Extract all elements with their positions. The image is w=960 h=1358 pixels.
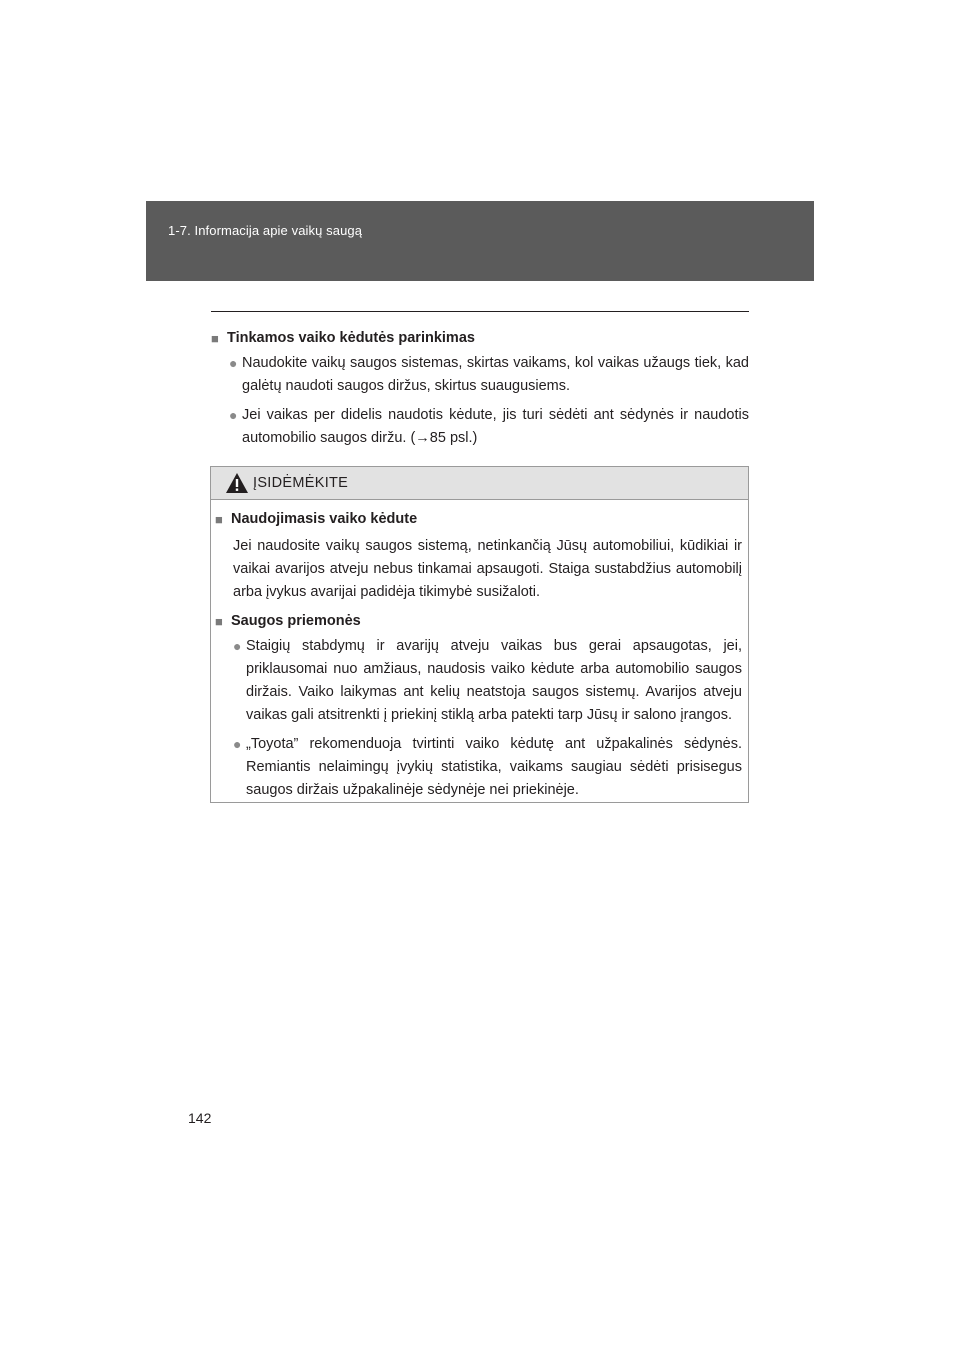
warning-block-heading bbox=[215, 610, 742, 633]
round-bullet-icon: ● bbox=[229, 407, 238, 423]
warning-title: ĮSIDĖMĖKITE bbox=[253, 475, 349, 491]
warning-block-text: Jei naudosite vaikų saugos sistemą, netinkančią Jūsų automobiliui, kūdikiai ir vaikai avarijos atveju nebus tinkamai apsaugoti. Staiga sustabdžius automobilį arba įvykus avarijai padidėja tikimybė susižaloti. bbox=[233, 538, 742, 600]
square-bullet-icon: ■ bbox=[215, 512, 223, 527]
section-heading bbox=[211, 327, 749, 350]
square-bullet-icon: ■ bbox=[211, 331, 219, 346]
warning-block-title: Saugos priemonės bbox=[231, 613, 361, 629]
page-number: 142 bbox=[188, 1110, 212, 1126]
warning-triangle-icon bbox=[225, 472, 249, 494]
square-bullet-icon: ■ bbox=[215, 614, 223, 629]
list-item: ● Jei vaikas per didelis naudotis kėdute, jis turi sėdėti ant sėdynės ir naudotis automobilio saugos diržu. (→85 psl.) bbox=[211, 404, 749, 450]
section-title: Tinkamos vaiko kėdutės parinkimas bbox=[227, 330, 475, 346]
chapter-header-band bbox=[146, 201, 814, 281]
list-item: ● Naudokite vaikų saugos sistemas, skirtas vaikams, kol vaikas užaugs tiek, kad galėtų naudoti saugos diržus, skirtus suaugusiems. bbox=[211, 352, 749, 398]
round-bullet-icon: ● bbox=[233, 638, 242, 654]
round-bullet-icon: ● bbox=[233, 736, 242, 752]
warning-box bbox=[210, 466, 749, 803]
round-bullet-icon: ● bbox=[229, 355, 238, 371]
section-divider bbox=[211, 311, 749, 312]
list-item: ● „Toyota” rekomenduoja tvirtinti vaiko kėdutę ant užpakalinės sėdynės. Remiantis nelaimingų įvykių statistika, vaikams saugiau sėdėti prisisegus saugos diržais užpakalinėje sėdynėje nei priekinėje. bbox=[215, 733, 742, 802]
chapter-title: 1-7. Informacija apie vaikų saugą bbox=[168, 223, 363, 238]
section-child-seat-selection bbox=[211, 327, 749, 450]
warning-block-title: Naudojimasis vaiko kėdute bbox=[231, 511, 418, 527]
list-item: ● Staigių stabdymų ir avarijų atveju vaikas bus gerai apsaugotas, jei, priklausomai nuo amžiaus, naudosis vaiko kėdute arba automobilio saugos diržais. Vaiko laikymas ant kelių neatstoja saugos sistemų. Avarijos atveju vaikas gali atsitrenkti į priekinį stiklą arba patekti tarp Jūsų ir salono įrangos. bbox=[215, 635, 742, 727]
warning-header bbox=[211, 467, 748, 500]
warning-body bbox=[211, 500, 748, 802]
warning-block-heading bbox=[215, 508, 742, 531]
